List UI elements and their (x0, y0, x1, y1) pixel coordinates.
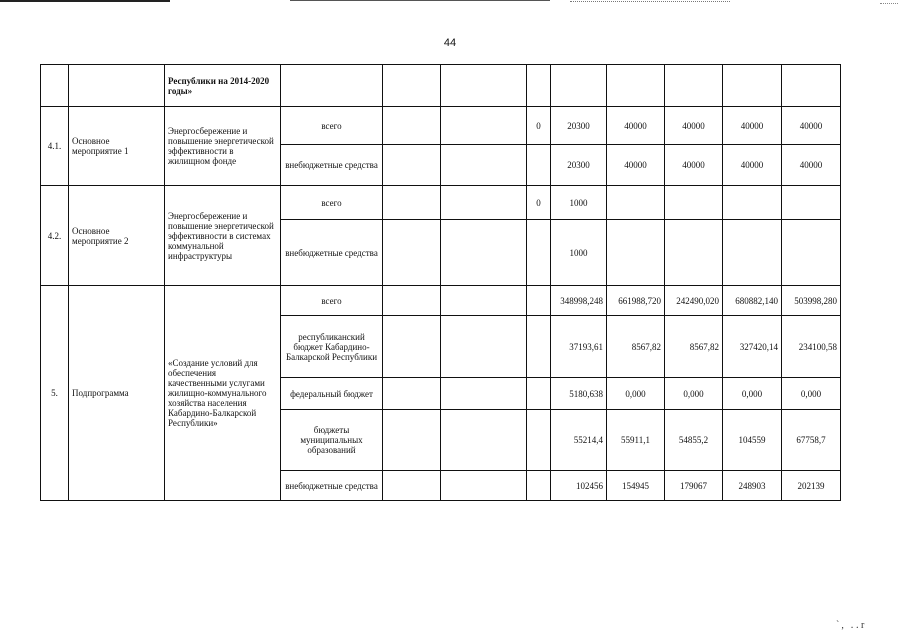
value-cell: 680882,140 (723, 286, 782, 316)
value-cell: 102456 (551, 471, 607, 501)
value-cell (607, 186, 665, 220)
empty-cell (551, 65, 607, 107)
empty-cell (441, 471, 527, 501)
empty-cell (383, 378, 441, 410)
empty-cell (782, 65, 841, 107)
value-cell (527, 286, 551, 316)
program-funding-table (40, 64, 841, 501)
value-cell: 661988,720 (607, 286, 665, 316)
funding-source: бюджеты муниципальных образований (281, 410, 383, 471)
row-type: Подпрограмма (69, 286, 165, 501)
num-cell (41, 65, 69, 107)
row-name: «Создание условий для обеспечения качественными услугами жилищно-коммунального хозяйства населения Кабардино-Балкарской Республики» (165, 286, 281, 501)
funding-source: внебюджетные средства (281, 145, 383, 186)
empty-cell (383, 65, 441, 107)
value-cell: 8567,82 (665, 316, 723, 378)
value-cell: 40000 (607, 107, 665, 145)
empty-cell (383, 107, 441, 145)
value-cell (723, 220, 782, 286)
value-cell: 8567,82 (607, 316, 665, 378)
empty-cell (383, 145, 441, 186)
value-cell (723, 186, 782, 220)
empty-cell (383, 410, 441, 471)
empty-cell (441, 410, 527, 471)
value-cell: 104559 (723, 410, 782, 471)
funding-source: всего (281, 107, 383, 145)
empty-cell (441, 65, 527, 107)
name-cell: Республики на 2014-2020 годы» (165, 65, 281, 107)
value-cell: 40000 (607, 145, 665, 186)
value-cell (665, 220, 723, 286)
empty-cell (383, 220, 441, 286)
row-number: 4.2. (41, 186, 69, 286)
value-cell: 55911,1 (607, 410, 665, 471)
empty-cell (441, 145, 527, 186)
funding-source: внебюджетные средства (281, 220, 383, 286)
value-cell: 348998,248 (551, 286, 607, 316)
value-cell: 37193,61 (551, 316, 607, 378)
value-cell (527, 316, 551, 378)
type-cell (69, 65, 165, 107)
empty-cell (441, 107, 527, 145)
page-number: 44 (443, 37, 457, 49)
value-cell: 0,000 (782, 378, 841, 410)
value-cell: 1000 (551, 220, 607, 286)
value-cell (527, 378, 551, 410)
value-cell (782, 186, 841, 220)
value-cell: 0 (527, 107, 551, 145)
value-cell: 5180,638 (551, 378, 607, 410)
row-number: 4.1. (41, 107, 69, 186)
row-name: Энергосбережение и повышение энергетической эффективности в жилищном фонде (165, 107, 281, 186)
value-cell: 154945 (607, 471, 665, 501)
empty-cell (607, 65, 665, 107)
table-row (41, 107, 841, 145)
funding-source: внебюджетные средства (281, 471, 383, 501)
funding-source: республиканский бюджет Кабардино-Балкарской Республики (281, 316, 383, 378)
value-cell: 234100,58 (782, 316, 841, 378)
value-cell: 55214,4 (551, 410, 607, 471)
value-cell (527, 220, 551, 286)
value-cell: 202139 (782, 471, 841, 501)
scan-edge-line (880, 3, 898, 5)
value-cell: 40000 (723, 107, 782, 145)
value-cell: 248903 (723, 471, 782, 501)
value-cell: 54855,2 (665, 410, 723, 471)
empty-cell (527, 65, 551, 107)
row-number: 5. (41, 286, 69, 501)
empty-cell (383, 471, 441, 501)
row-type: Основное мероприятие 1 (69, 107, 165, 186)
value-cell: 242490,020 (665, 286, 723, 316)
scan-edge-line (290, 0, 550, 1)
value-cell: 40000 (782, 107, 841, 145)
value-cell (607, 220, 665, 286)
empty-cell (441, 220, 527, 286)
value-cell: 503998,280 (782, 286, 841, 316)
value-cell: 0,000 (665, 378, 723, 410)
source-cell (281, 65, 383, 107)
value-cell: 0 (527, 186, 551, 220)
table-row (41, 65, 841, 107)
table-row (41, 186, 841, 220)
scan-edge-line (0, 0, 170, 2)
value-cell: 20300 (551, 107, 607, 145)
table-row (41, 286, 841, 316)
funding-source: федеральный бюджет (281, 378, 383, 410)
scan-artifact: ˋ, ․․r (836, 620, 867, 631)
empty-cell (441, 378, 527, 410)
empty-cell (441, 186, 527, 220)
value-cell: 179067 (665, 471, 723, 501)
value-cell: 0,000 (607, 378, 665, 410)
value-cell (527, 471, 551, 501)
funding-source: всего (281, 186, 383, 220)
row-name: Энергосбережение и повышение энергетической эффективности в системах коммунальной инфраструктуры (165, 186, 281, 286)
empty-cell (665, 65, 723, 107)
value-cell (665, 186, 723, 220)
value-cell: 40000 (665, 145, 723, 186)
value-cell: 40000 (665, 107, 723, 145)
value-cell (527, 410, 551, 471)
empty-cell (383, 286, 441, 316)
empty-cell (441, 316, 527, 378)
scan-edge-line (570, 1, 730, 3)
value-cell: 67758,7 (782, 410, 841, 471)
value-cell: 1000 (551, 186, 607, 220)
empty-cell (383, 316, 441, 378)
empty-cell (383, 186, 441, 220)
value-cell: 327420,14 (723, 316, 782, 378)
empty-cell (441, 286, 527, 316)
value-cell: 40000 (782, 145, 841, 186)
value-cell: 0,000 (723, 378, 782, 410)
funding-source: всего (281, 286, 383, 316)
empty-cell (723, 65, 782, 107)
value-cell: 20300 (551, 145, 607, 186)
value-cell (527, 145, 551, 186)
value-cell (782, 220, 841, 286)
value-cell: 40000 (723, 145, 782, 186)
row-type: Основное мероприятие 2 (69, 186, 165, 286)
